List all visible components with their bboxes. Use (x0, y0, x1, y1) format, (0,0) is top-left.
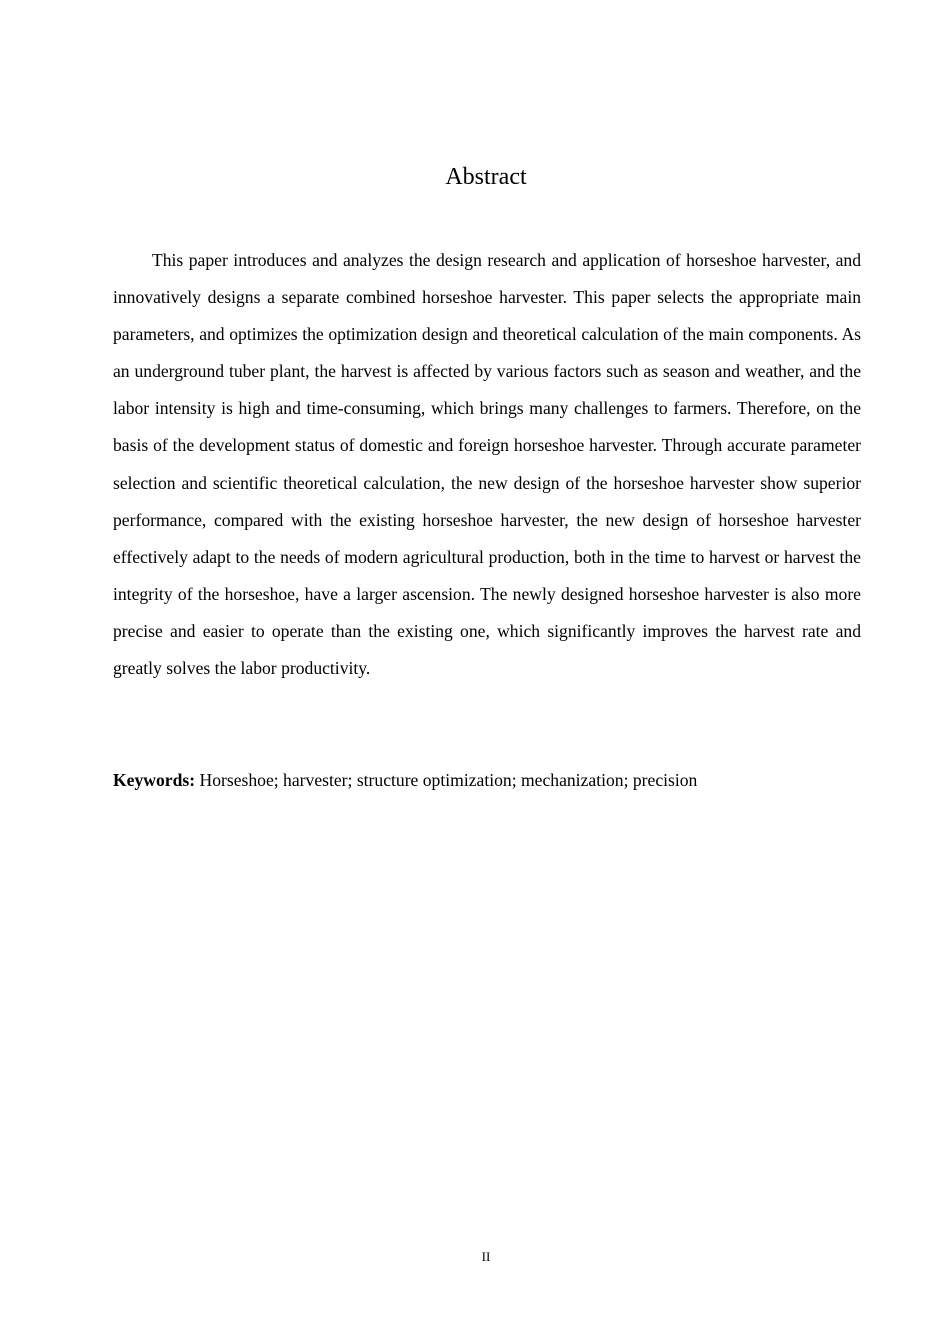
page-number: II (481, 1249, 491, 1264)
keywords-list: Horseshoe; harvester; structure optimization; mechanization; precision (199, 770, 698, 790)
keywords-line (113, 762, 861, 798)
abstract-paragraph: This paper introduces and analyzes the design research and application of horseshoe harvester, and innovatively designs a separate combined horseshoe harvester. This paper selects the appropriate main parameters, and optimizes the optimization design and theoretical calculation of the main components. As an underground tuber plant, the harvest is affected by various factors such as season and weather, and the labor intensity is high and time-consuming, which brings many challenges to farmers. Therefore, on the basis of the development status of domestic and foreign horseshoe harvester. Through accurate parameter selection and scientific theoretical calculation, the new design of the horseshoe harvester show superior performance, compared with the existing horseshoe harvester, the new design of horseshoe harvester effectively adapt to the needs of modern agricultural production, both in the time to harvest or harvest the integrity of the horseshoe, have a larger ascension. The newly designed horseshoe harvester is also more precise and easier to operate than the existing one, which significantly improves the harvest rate and greatly solves the labor productivity. (113, 250, 861, 679)
page-title: Abstract (445, 164, 527, 190)
keywords-label: Keywords: (113, 770, 196, 790)
